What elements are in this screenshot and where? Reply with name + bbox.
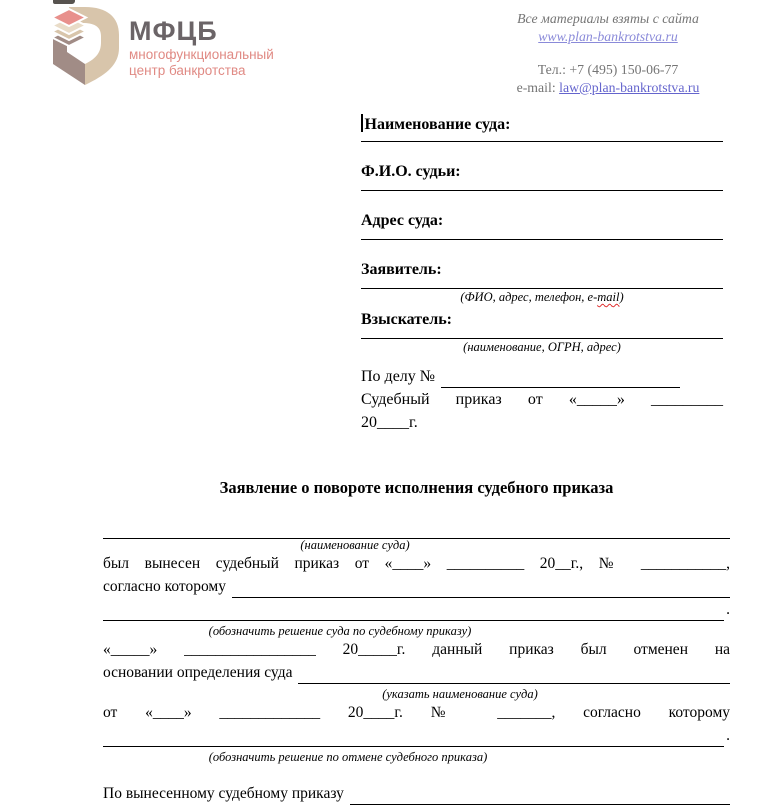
caption-court-decision: (обозначить решение суда по судебному приказу) (208, 624, 472, 638)
document-title: Заявление о повороте исполнения судебного приказа (219, 478, 614, 497)
judge-name-label: Ф.И.О. судьи: (361, 163, 461, 180)
issued-order-label: По вынесенному судебному приказу (103, 785, 344, 802)
field-court-name (361, 114, 723, 142)
line-based-on-ruling (103, 664, 730, 687)
field-court-address (361, 212, 723, 240)
line-continuation-dot (103, 601, 730, 624)
blank-line[interactable] (232, 578, 730, 598)
applicant-label: Заявитель: (361, 261, 442, 278)
blank-line[interactable] (103, 516, 730, 539)
paragraph-gap (103, 767, 730, 785)
caption-court-name: (наименование суда) (300, 538, 410, 552)
text-cursor (361, 114, 363, 132)
email-link[interactable]: law@plan-bankrotstva.ru (559, 80, 700, 95)
period: . (726, 601, 730, 618)
caption-court-name-2: (указать наименование суда) (382, 687, 538, 701)
blank-line[interactable] (103, 601, 724, 621)
application-body (103, 516, 730, 806)
field-applicant (361, 261, 723, 311)
blank-line[interactable] (361, 141, 723, 142)
contact-gap (445, 46, 771, 61)
caption-prefix: (ФИО, адрес, телефон, e- (460, 290, 598, 304)
blank-line[interactable] (361, 239, 723, 240)
blank-line[interactable] (441, 368, 680, 388)
period: . (726, 727, 730, 744)
claimant-label: Взыскатель: (361, 311, 452, 328)
line-ruling-date: от «____» _____________ 20____г. № _______, согласно которому (103, 704, 730, 721)
logo-subtitle-line2: центр банкротства (129, 63, 246, 78)
blank-line[interactable] (103, 727, 724, 747)
blank-line[interactable] (361, 190, 723, 191)
website-link[interactable]: www.plan-bankrotstva.ru (538, 29, 678, 44)
blank-line[interactable] (350, 785, 730, 805)
logo-acronym: МФЦБ (129, 16, 218, 46)
applicant-caption (361, 289, 723, 311)
court-header-block (361, 114, 723, 437)
caption-cancel-decision: (обозначить решение по отмене судебного приказа) (208, 750, 488, 764)
field-claimant (361, 311, 723, 361)
line-order-cancelled: «_____» _________________ 20_____г. данный приказ был отменен на (103, 641, 730, 658)
contact-block (445, 10, 771, 97)
according-to-label: согласно которому (103, 578, 226, 595)
court-order-line: Судебный приказ от «_____» _________ (361, 391, 723, 408)
line-issued-order (103, 785, 730, 806)
court-name-label: Наименование суда: (364, 116, 511, 133)
line-continuation-dot-2 (103, 727, 730, 750)
court-address-label: Адрес суда: (361, 212, 444, 229)
claimant-caption: (наименование, ОГРН, адрес) (463, 340, 621, 354)
case-number-label: По делу № (361, 368, 436, 385)
phone-number: Тел.: +7 (495) 150-06-77 (537, 62, 679, 77)
case-number-row (361, 368, 723, 391)
year-line: 20____г. (361, 414, 418, 431)
mfcb-logo-icon (48, 6, 124, 86)
line-according-to (103, 578, 730, 601)
based-on-ruling-label: основании определения суда (103, 664, 293, 681)
line-order-issued: был вынесен судебный приказ от «____» __________ 20__г., № ___________, (103, 555, 730, 572)
screen-artifact (53, 0, 75, 4)
field-judge-name (361, 163, 723, 191)
blank-line[interactable] (298, 664, 730, 684)
line-end-gap (680, 368, 723, 391)
logo-subtitle-line1: многофункциональный (129, 47, 274, 62)
logo-subtitle (129, 47, 274, 79)
caption-misspelled-word: mail (597, 290, 620, 304)
field-label (361, 114, 723, 141)
caption-suffix: ) (619, 290, 624, 304)
source-note: Все материалы взяты с сайта (517, 11, 699, 26)
email-label: e-mail: (516, 80, 556, 95)
